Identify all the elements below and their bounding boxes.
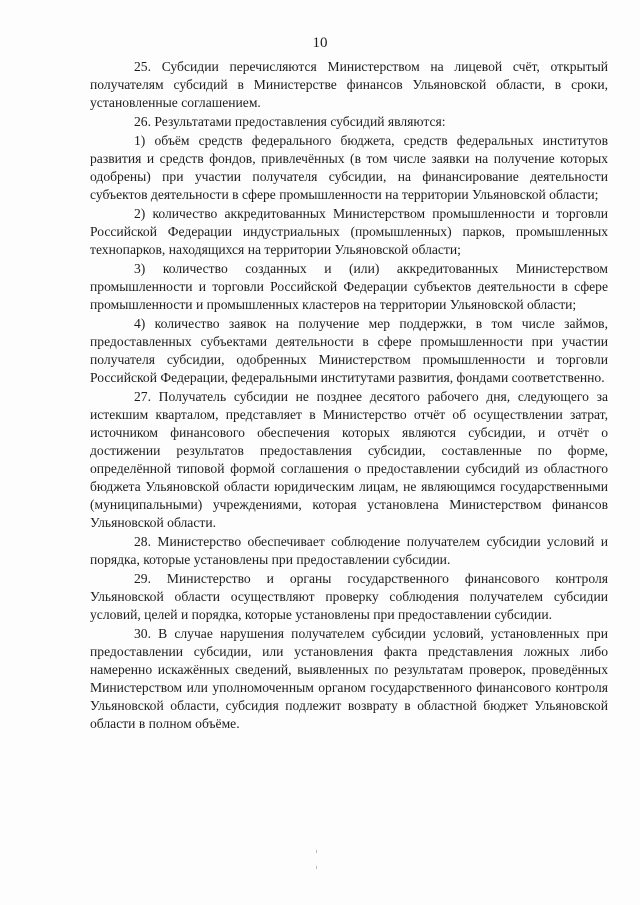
scan-speck: [316, 850, 317, 853]
paragraph-29: 29. Министерство и органы государственного финансового контроля Ульяновской области осуществляют проверку соблюдения получателем субсидии условий, целей и порядка, которые установлены при предоставлении субсидии.: [90, 571, 608, 622]
paragraph-30: 30. В случае нарушения получателем субсидии условий, установленных при предоставлении субсидии, или установления факта представления ложных либо намеренно искажённых сведений, выявленных по результатам проверок, проведённых Министерством или уполномоченным органом государственного финансового контроля Ульяновской области, субсидия подлежит возврату в областной бюджет Ульяновской области в полном объёме.: [90, 626, 608, 731]
page-number: 10: [312, 35, 328, 51]
list-item-1: 1) объём средств федерального бюджета, средств федеральных институтов развития и средств фондов, привлечённых (в том числе заявки на получение которых одобрены) при участии получателя субсидии, на финансирование деятельности субъектов деятельности в сфере промышленности на территории Ульяновской области;: [90, 133, 608, 202]
list-item-2: 2) количество аккредитованных Министерством промышленности и торговли Российской Федерации индустриальных (промышленных) парков, промышленных технопарков, находящихся на территории Ульяновской области;: [90, 206, 608, 257]
paragraph-28: 28. Министерство обеспечивает соблюдение получателем субсидии условий и порядка, которые установлены при предоставлении субсидии.: [90, 534, 608, 567]
paragraph-25: 25. Субсидии перечисляются Министерством на лицевой счёт, открытый получателям субсидий в Министерстве финансов Ульяновской области, в сроки, установленные соглашением.: [90, 59, 608, 110]
scan-speck: [316, 866, 317, 869]
paragraph-26: 26. Результатами предоставления субсидий являются:: [134, 114, 446, 129]
document-body: [90, 58, 608, 733]
list-item-4: 4) количество заявок на получение мер поддержки, в том числе займов, предоставленных субъектами деятельности в сфере промышленности при участии получателя субсидии, одобренных Министерством промышленности и торговли Российской Федерации, федеральными институтами развития, фондами соответственно.: [90, 316, 608, 385]
list-item-3: 3) количество созданных и (или) аккредитованных Министерством промышленности и торговли Российской Федерации субъектов деятельности в сфере промышленности и промышленных кластеров на территории Ульяновской области;: [90, 261, 608, 312]
paragraph-27: 27. Получатель субсидии не позднее десятого рабочего дня, следующего за истекшим кварталом, представляет в Министерство отчёт об осуществлении затрат, источником финансового обеспечения которых являются субсидии, и отчёт о достижении результатов предоставления субсидии, составленные по форме, определённой типовой формой соглашения о предоставлении субсидий из областного бюджета Ульяновской области юридическим лицам, не являющимся государственными (муниципальными) учреждениями, которая установлена Министерством финансов Ульяновской области.: [90, 389, 608, 530]
